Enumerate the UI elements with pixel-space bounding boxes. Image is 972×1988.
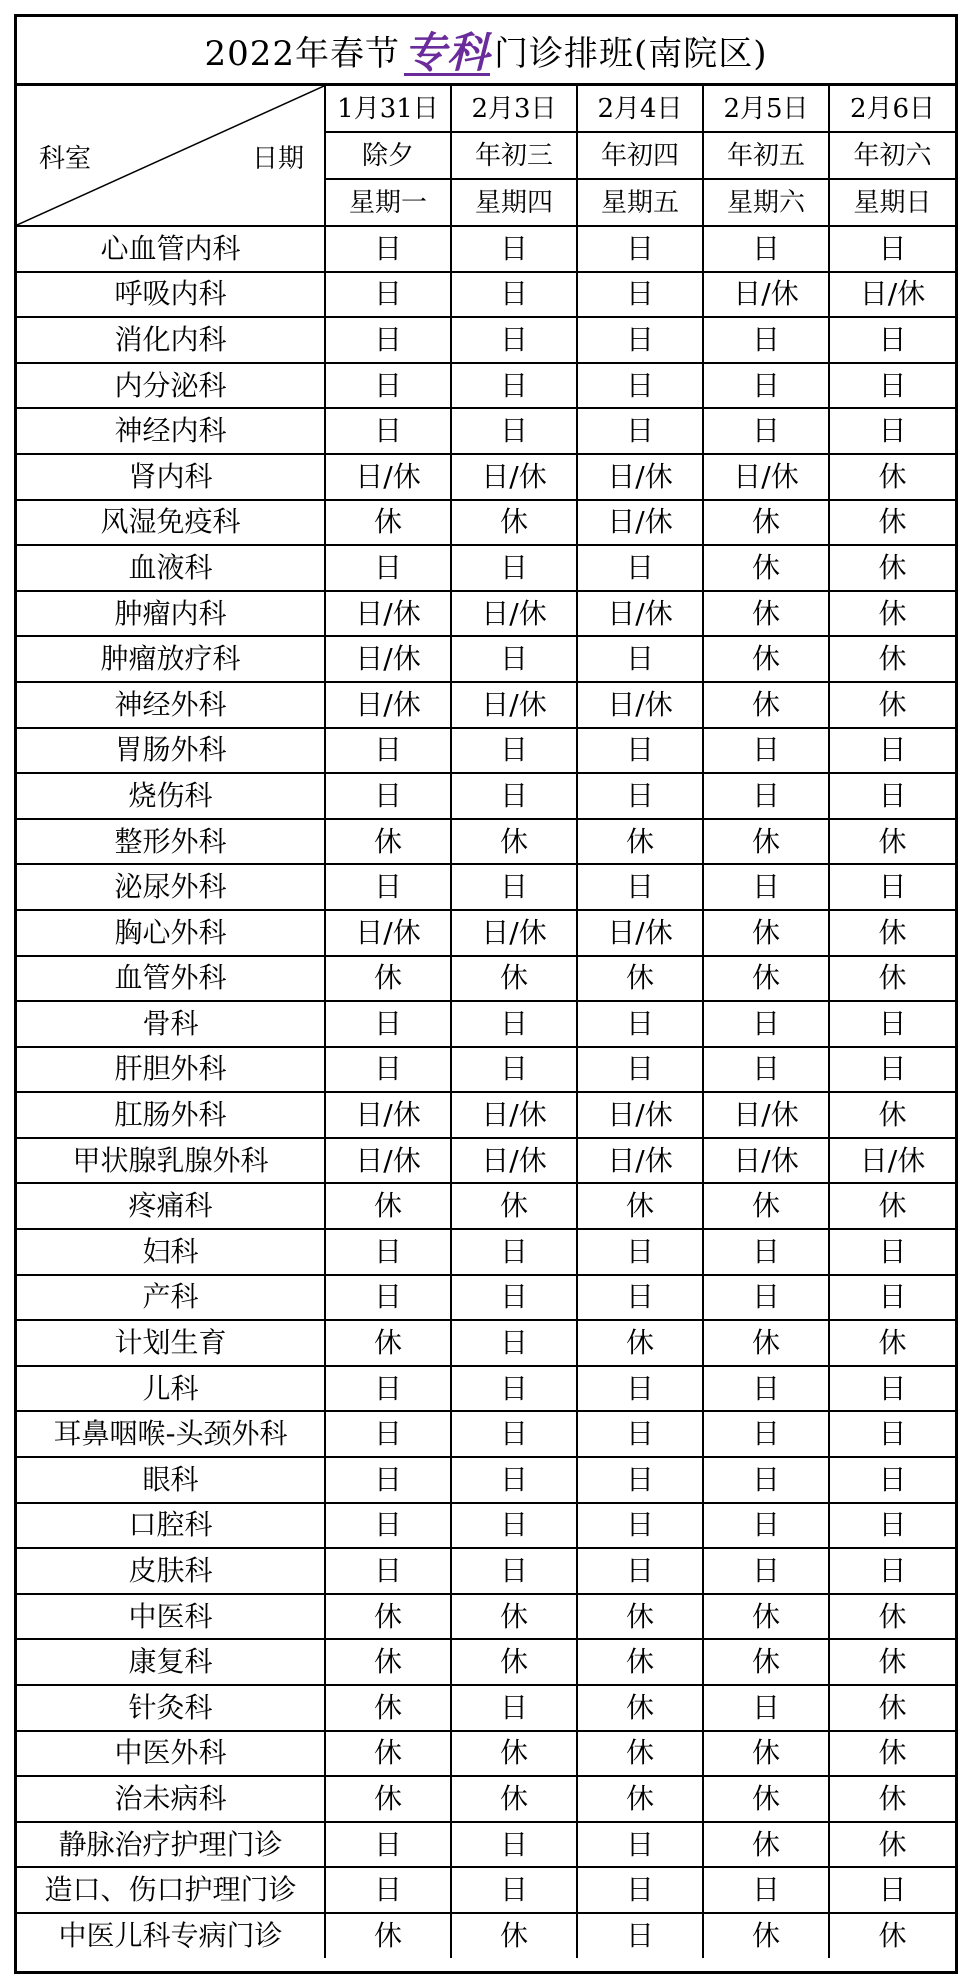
dept-name-cell: 口腔科 xyxy=(17,1503,325,1549)
shift-cell: 休 xyxy=(829,819,955,865)
shift-cell: 日 xyxy=(577,272,703,318)
dept-name-cell: 针灸科 xyxy=(17,1685,325,1731)
dept-name-cell: 血液科 xyxy=(17,545,325,591)
shift-cell: 日/休 xyxy=(577,682,703,728)
shift-cell: 日 xyxy=(829,226,955,272)
shift-cell: 休 xyxy=(829,1594,955,1640)
dept-name-cell: 耳鼻咽喉-头颈外科 xyxy=(17,1411,325,1457)
shift-cell: 休 xyxy=(325,819,451,865)
shift-cell: 休 xyxy=(577,1183,703,1229)
shift-cell: 日/休 xyxy=(451,454,577,500)
shift-cell: 日 xyxy=(325,1503,451,1549)
shift-cell: 休 xyxy=(703,910,829,956)
date-cell: 1月31日 xyxy=(325,86,451,132)
weekday-cell: 星期六 xyxy=(703,179,829,226)
table-row xyxy=(17,272,955,318)
shift-cell: 日 xyxy=(703,1229,829,1275)
shift-cell: 日/休 xyxy=(577,910,703,956)
shift-cell: 日 xyxy=(325,1548,451,1594)
shift-cell: 日 xyxy=(325,1275,451,1321)
shift-cell: 日 xyxy=(325,1001,451,1047)
table-row xyxy=(17,864,955,910)
dept-name-cell: 皮肤科 xyxy=(17,1548,325,1594)
schedule-table xyxy=(17,86,955,1958)
table-row xyxy=(17,1320,955,1366)
shift-cell: 日/休 xyxy=(451,1138,577,1184)
dept-name-cell: 中医外科 xyxy=(17,1731,325,1777)
shift-cell: 日 xyxy=(325,1457,451,1503)
table-row xyxy=(17,454,955,500)
table-row xyxy=(17,1183,955,1229)
dept-name-cell: 中医儿科专病门诊 xyxy=(17,1913,325,1958)
table-row xyxy=(17,1001,955,1047)
shift-cell: 休 xyxy=(829,1639,955,1685)
dept-name-cell: 骨科 xyxy=(17,1001,325,1047)
shift-cell: 日/休 xyxy=(325,1092,451,1138)
weekday-cell: 星期日 xyxy=(829,179,955,226)
shift-cell: 休 xyxy=(451,1639,577,1685)
table-row xyxy=(17,500,955,546)
shift-cell: 日 xyxy=(577,363,703,409)
shift-cell: 日 xyxy=(577,728,703,774)
shift-cell: 休 xyxy=(577,1320,703,1366)
dept-name-cell: 治未病科 xyxy=(17,1776,325,1822)
dept-header-label: 科室 xyxy=(39,144,92,174)
corner-header xyxy=(17,86,325,226)
shift-cell: 休 xyxy=(829,500,955,546)
shift-cell: 休 xyxy=(577,1594,703,1640)
shift-cell: 休 xyxy=(451,500,577,546)
shift-cell: 日 xyxy=(451,636,577,682)
shift-cell: 日 xyxy=(829,363,955,409)
header-row-dates xyxy=(17,86,955,132)
shift-cell: 休 xyxy=(829,1092,955,1138)
shift-cell: 日 xyxy=(703,1366,829,1412)
shift-cell: 日 xyxy=(451,1548,577,1594)
shift-cell: 休 xyxy=(577,1639,703,1685)
shift-cell: 日/休 xyxy=(577,1138,703,1184)
shift-cell: 日/休 xyxy=(703,272,829,318)
shift-cell: 日 xyxy=(325,1411,451,1457)
shift-cell: 休 xyxy=(829,1320,955,1366)
shift-cell: 日 xyxy=(577,1411,703,1457)
shift-cell: 日 xyxy=(451,317,577,363)
date-cell: 2月3日 xyxy=(451,86,577,132)
shift-cell: 休 xyxy=(325,1913,451,1958)
table-row xyxy=(17,1275,955,1321)
shift-cell: 日 xyxy=(577,1001,703,1047)
dept-name-cell: 妇科 xyxy=(17,1229,325,1275)
shift-cell: 日 xyxy=(325,317,451,363)
shift-cell: 日 xyxy=(829,1867,955,1913)
shift-cell: 日 xyxy=(829,1457,955,1503)
dept-name-cell: 造口、伤口护理门诊 xyxy=(17,1867,325,1913)
lunar-cell: 年初六 xyxy=(829,132,955,179)
shift-cell: 日 xyxy=(829,1548,955,1594)
schedule-sheet xyxy=(14,14,958,1974)
shift-cell: 日 xyxy=(451,272,577,318)
shift-cell: 日 xyxy=(577,636,703,682)
dept-name-cell: 甲状腺乳腺外科 xyxy=(17,1138,325,1184)
shift-cell: 日 xyxy=(577,1275,703,1321)
shift-cell: 日 xyxy=(829,408,955,454)
shift-cell: 日 xyxy=(451,1275,577,1321)
dept-name-cell: 泌尿外科 xyxy=(17,864,325,910)
shift-cell: 日 xyxy=(577,1047,703,1093)
date-header-label: 日期 xyxy=(251,144,304,174)
shift-cell: 休 xyxy=(451,956,577,1002)
shift-cell: 休 xyxy=(703,500,829,546)
shift-cell: 休 xyxy=(703,819,829,865)
shift-cell: 休 xyxy=(703,1731,829,1777)
shift-cell: 日 xyxy=(577,1867,703,1913)
table-row xyxy=(17,1092,955,1138)
dept-name-cell: 神经内科 xyxy=(17,408,325,454)
table-row xyxy=(17,1594,955,1640)
shift-cell: 日 xyxy=(577,1366,703,1412)
shift-cell: 休 xyxy=(829,1913,955,1958)
dept-name-cell: 康复科 xyxy=(17,1639,325,1685)
dept-name-cell: 胸心外科 xyxy=(17,910,325,956)
table-row xyxy=(17,728,955,774)
dept-name-cell: 风湿免疫科 xyxy=(17,500,325,546)
shift-cell: 日 xyxy=(829,773,955,819)
shift-cell: 日 xyxy=(703,408,829,454)
shift-cell: 日 xyxy=(703,1867,829,1913)
shift-cell: 休 xyxy=(325,500,451,546)
shift-cell: 日/休 xyxy=(703,1092,829,1138)
shift-cell: 日 xyxy=(451,1229,577,1275)
shift-cell: 休 xyxy=(829,454,955,500)
shift-cell: 日 xyxy=(451,773,577,819)
dept-name-cell: 眼科 xyxy=(17,1457,325,1503)
table-row xyxy=(17,317,955,363)
shift-cell: 日 xyxy=(577,1457,703,1503)
shift-cell: 日 xyxy=(829,1229,955,1275)
shift-cell: 日 xyxy=(325,363,451,409)
shift-cell: 日 xyxy=(451,1366,577,1412)
shift-cell: 日 xyxy=(577,864,703,910)
shift-cell: 日/休 xyxy=(703,454,829,500)
table-row xyxy=(17,1047,955,1093)
table-row xyxy=(17,408,955,454)
shift-cell: 日/休 xyxy=(451,1092,577,1138)
dept-name-cell: 消化内科 xyxy=(17,317,325,363)
dept-name-cell: 肾内科 xyxy=(17,454,325,500)
shift-cell: 日 xyxy=(451,408,577,454)
dept-name-cell: 肛肠外科 xyxy=(17,1092,325,1138)
shift-cell: 休 xyxy=(325,1183,451,1229)
date-cell: 2月5日 xyxy=(703,86,829,132)
shift-cell: 日 xyxy=(577,317,703,363)
shift-cell: 休 xyxy=(451,1183,577,1229)
shift-cell: 日 xyxy=(703,728,829,774)
shift-cell: 日 xyxy=(451,363,577,409)
shift-cell: 休 xyxy=(577,819,703,865)
shift-cell: 休 xyxy=(325,1320,451,1366)
shift-cell: 休 xyxy=(703,1913,829,1958)
shift-cell: 日 xyxy=(451,1411,577,1457)
shift-cell: 日 xyxy=(325,1822,451,1868)
shift-cell: 休 xyxy=(829,636,955,682)
shift-cell: 日 xyxy=(577,1229,703,1275)
shift-cell: 休 xyxy=(703,1822,829,1868)
shift-cell: 日 xyxy=(325,773,451,819)
shift-cell: 日 xyxy=(451,1822,577,1868)
shift-cell: 日/休 xyxy=(325,1138,451,1184)
shift-cell: 日 xyxy=(325,1366,451,1412)
shift-cell: 日 xyxy=(325,1229,451,1275)
shift-cell: 休 xyxy=(577,1731,703,1777)
table-row xyxy=(17,819,955,865)
table-row xyxy=(17,773,955,819)
dept-name-cell: 疼痛科 xyxy=(17,1183,325,1229)
table-row xyxy=(17,1685,955,1731)
table-row xyxy=(17,910,955,956)
shift-cell: 日/休 xyxy=(451,591,577,637)
shift-cell: 日 xyxy=(703,317,829,363)
shift-cell: 日 xyxy=(451,1001,577,1047)
shift-cell: 休 xyxy=(703,1594,829,1640)
shift-cell: 日 xyxy=(325,545,451,591)
dept-name-cell: 呼吸内科 xyxy=(17,272,325,318)
table-row xyxy=(17,1503,955,1549)
dept-name-cell: 神经外科 xyxy=(17,682,325,728)
shift-cell: 日/休 xyxy=(703,1138,829,1184)
table-row xyxy=(17,591,955,637)
shift-cell: 日/休 xyxy=(325,591,451,637)
table-row xyxy=(17,1366,955,1412)
shift-cell: 日/休 xyxy=(325,910,451,956)
shift-cell: 日 xyxy=(451,1503,577,1549)
shift-cell: 休 xyxy=(703,1320,829,1366)
shift-cell: 日/休 xyxy=(577,1092,703,1138)
shift-cell: 休 xyxy=(325,1639,451,1685)
shift-cell: 日/休 xyxy=(325,682,451,728)
shift-cell: 日 xyxy=(577,773,703,819)
shift-cell: 日/休 xyxy=(577,591,703,637)
shift-cell: 日 xyxy=(451,1047,577,1093)
dept-name-cell: 中医科 xyxy=(17,1594,325,1640)
shift-cell: 日 xyxy=(325,272,451,318)
date-cell: 2月4日 xyxy=(577,86,703,132)
lunar-cell: 年初四 xyxy=(577,132,703,179)
page-title xyxy=(17,17,955,86)
shift-cell: 日 xyxy=(325,728,451,774)
shift-cell: 日 xyxy=(703,1503,829,1549)
shift-cell: 休 xyxy=(829,545,955,591)
dept-name-cell: 胃肠外科 xyxy=(17,728,325,774)
weekday-cell: 星期一 xyxy=(325,179,451,226)
shift-cell: 休 xyxy=(703,591,829,637)
shift-cell: 休 xyxy=(829,1685,955,1731)
table-row xyxy=(17,1639,955,1685)
dept-name-cell: 产科 xyxy=(17,1275,325,1321)
table-row xyxy=(17,956,955,1002)
shift-cell: 休 xyxy=(325,956,451,1002)
shift-cell: 日 xyxy=(703,1685,829,1731)
shift-cell: 休 xyxy=(703,636,829,682)
shift-cell: 日 xyxy=(451,1457,577,1503)
table-row xyxy=(17,682,955,728)
shift-cell: 日 xyxy=(829,317,955,363)
date-cell: 2月6日 xyxy=(829,86,955,132)
table-row xyxy=(17,1731,955,1777)
shift-cell: 日 xyxy=(703,864,829,910)
shift-cell: 休 xyxy=(829,1822,955,1868)
shift-cell: 日 xyxy=(451,1867,577,1913)
dept-name-cell: 肿瘤内科 xyxy=(17,591,325,637)
table-row xyxy=(17,1776,955,1822)
title-accent: 专科 xyxy=(403,28,490,77)
shift-cell: 休 xyxy=(829,956,955,1002)
shift-cell: 日 xyxy=(577,226,703,272)
lunar-cell: 年初三 xyxy=(451,132,577,179)
table-row xyxy=(17,1411,955,1457)
shift-cell: 休 xyxy=(451,1594,577,1640)
shift-cell: 休 xyxy=(325,1731,451,1777)
shift-cell: 日 xyxy=(325,226,451,272)
shift-cell: 日 xyxy=(703,1548,829,1594)
shift-cell: 休 xyxy=(703,1639,829,1685)
table-row xyxy=(17,636,955,682)
shift-cell: 日 xyxy=(577,408,703,454)
shift-cell: 日 xyxy=(703,226,829,272)
shift-cell: 日 xyxy=(829,1047,955,1093)
lunar-cell: 年初五 xyxy=(703,132,829,179)
dept-name-cell: 计划生育 xyxy=(17,1320,325,1366)
shift-cell: 休 xyxy=(451,1731,577,1777)
shift-cell: 日/休 xyxy=(325,636,451,682)
dept-name-cell: 肝胆外科 xyxy=(17,1047,325,1093)
shift-cell: 日/休 xyxy=(577,500,703,546)
shift-cell: 日 xyxy=(703,1047,829,1093)
shift-cell: 日 xyxy=(577,1913,703,1958)
shift-cell: 日 xyxy=(451,1320,577,1366)
shift-cell: 日 xyxy=(829,1503,955,1549)
shift-cell: 日 xyxy=(703,1457,829,1503)
shift-cell: 日 xyxy=(829,1366,955,1412)
shift-cell: 日 xyxy=(577,1503,703,1549)
dept-name-cell: 整形外科 xyxy=(17,819,325,865)
shift-cell: 日 xyxy=(703,363,829,409)
shift-cell: 休 xyxy=(829,1776,955,1822)
shift-cell: 日 xyxy=(829,1001,955,1047)
shift-cell: 日 xyxy=(703,1275,829,1321)
shift-cell: 休 xyxy=(829,910,955,956)
table-row xyxy=(17,1913,955,1958)
shift-cell: 休 xyxy=(577,1776,703,1822)
shift-cell: 日 xyxy=(451,226,577,272)
shift-cell: 休 xyxy=(577,956,703,1002)
weekday-cell: 星期五 xyxy=(577,179,703,226)
table-row xyxy=(17,1457,955,1503)
shift-cell: 日 xyxy=(577,1548,703,1594)
shift-cell: 日 xyxy=(703,1411,829,1457)
shift-cell: 休 xyxy=(703,682,829,728)
shift-cell: 日 xyxy=(325,1047,451,1093)
dept-name-cell: 烧伤科 xyxy=(17,773,325,819)
shift-cell: 日 xyxy=(451,728,577,774)
shift-cell: 休 xyxy=(829,1183,955,1229)
shift-cell: 休 xyxy=(325,1594,451,1640)
shift-cell: 休 xyxy=(829,591,955,637)
shift-cell: 日 xyxy=(703,773,829,819)
shift-cell: 日 xyxy=(325,408,451,454)
shift-cell: 休 xyxy=(325,1776,451,1822)
shift-cell: 日 xyxy=(829,728,955,774)
shift-cell: 日/休 xyxy=(829,1138,955,1184)
shift-cell: 休 xyxy=(829,1731,955,1777)
shift-cell: 日 xyxy=(577,545,703,591)
shift-cell: 休 xyxy=(451,1913,577,1958)
shift-cell: 休 xyxy=(703,1776,829,1822)
table-row xyxy=(17,226,955,272)
dept-name-cell: 内分泌科 xyxy=(17,363,325,409)
lunar-cell: 除夕 xyxy=(325,132,451,179)
shift-cell: 日/休 xyxy=(451,910,577,956)
shift-cell: 休 xyxy=(703,1183,829,1229)
dept-name-cell: 血管外科 xyxy=(17,956,325,1002)
shift-cell: 日 xyxy=(325,864,451,910)
shift-cell: 日/休 xyxy=(577,454,703,500)
shift-cell: 休 xyxy=(829,682,955,728)
shift-cell: 休 xyxy=(451,819,577,865)
dept-name-cell: 肿瘤放疗科 xyxy=(17,636,325,682)
shift-cell: 日 xyxy=(451,545,577,591)
shift-cell: 日/休 xyxy=(829,272,955,318)
shift-cell: 休 xyxy=(703,545,829,591)
shift-cell: 日 xyxy=(829,864,955,910)
shift-cell: 休 xyxy=(325,1685,451,1731)
table-row xyxy=(17,1822,955,1868)
shift-cell: 日 xyxy=(451,864,577,910)
shift-cell: 日 xyxy=(829,1411,955,1457)
title-suffix: 门诊排班(南院区) xyxy=(494,33,768,74)
shift-cell: 日/休 xyxy=(451,682,577,728)
table-row xyxy=(17,1548,955,1594)
dept-name-cell: 儿科 xyxy=(17,1366,325,1412)
dept-name-cell: 心血管内科 xyxy=(17,226,325,272)
shift-cell: 休 xyxy=(703,956,829,1002)
table-row xyxy=(17,1867,955,1913)
table-row xyxy=(17,1138,955,1184)
title-prefix: 2022年春节 xyxy=(204,33,400,74)
table-row xyxy=(17,1229,955,1275)
shift-cell: 日/休 xyxy=(325,454,451,500)
dept-name-cell: 静脉治疗护理门诊 xyxy=(17,1822,325,1868)
shift-cell: 休 xyxy=(577,1685,703,1731)
weekday-cell: 星期四 xyxy=(451,179,577,226)
table-row xyxy=(17,545,955,591)
table-row xyxy=(17,363,955,409)
shift-cell: 休 xyxy=(451,1776,577,1822)
shift-cell: 日 xyxy=(451,1685,577,1731)
shift-cell: 日 xyxy=(829,1275,955,1321)
shift-cell: 日 xyxy=(577,1822,703,1868)
shift-cell: 日 xyxy=(703,1001,829,1047)
shift-cell: 日 xyxy=(325,1867,451,1913)
